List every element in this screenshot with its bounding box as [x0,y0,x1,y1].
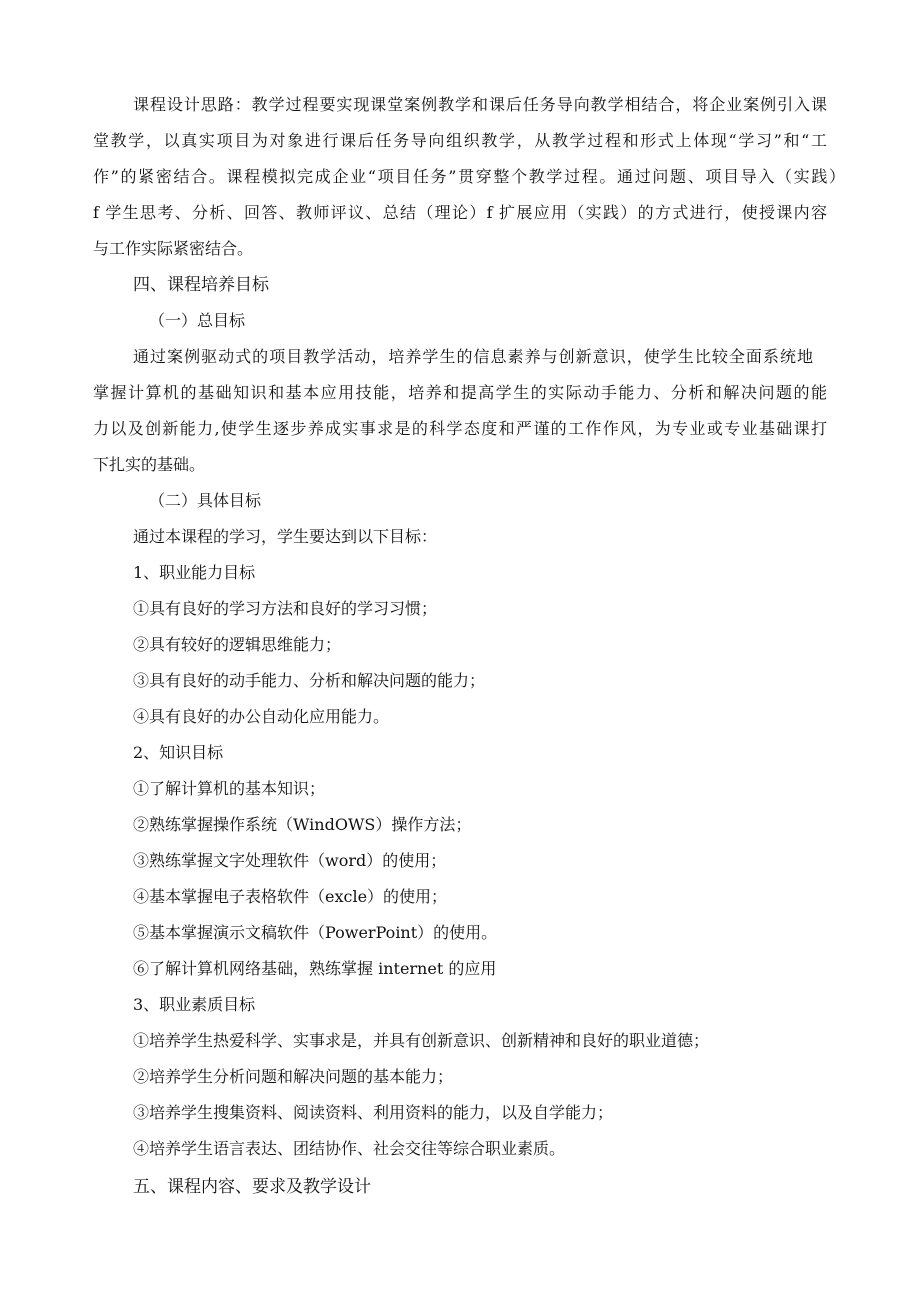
goal-3-item: ③培养学生搜集资料、阅读资料、利用资料的能力，以及自学能力； [133,1103,614,1122]
goal-2-item: ②熟练掌握操作系统（WindOWS）操作方法； [133,815,472,834]
overall-goal-line-4: 下扎实的基础。 [93,455,206,474]
goal-1-item: ②具有较好的逻辑思维能力； [133,635,342,654]
section-5-heading: 五、课程内容、要求及教学设计 [133,1177,371,1197]
goal-1-item: ③具有良好的动手能力、分析和解决问题的能力； [133,671,486,690]
goal-2-item: ③熟练掌握文字处理软件（word）的使用； [133,851,447,870]
goal-2-item: ⑥了解计算机网络基础，熟练掌握 internet 的应用 [133,959,497,978]
subsection-overall-goal-heading: （一）总目标 [149,311,246,330]
intro-line-3: 作”的紧密结合。课程模拟完成企业“项目任务”贯穿整个教学过程。通过问题、项目导入（实践） [93,167,845,186]
goal-2-item: ①了解计算机的基本知识； [133,779,326,798]
goal-1-item: ①具有良好的学习方法和良好的学习习惯； [133,599,438,618]
intro-line-1: 课程设计思路：教学过程要实现课堂案例教学和课后任务导向教学相结合，将企业案例引入课 [133,95,827,114]
goal-3-item: ②培养学生分析问题和解决问题的基本能力； [133,1067,454,1086]
section-4-heading: 四、课程培养目标 [133,275,269,295]
intro-line-4: f 学生思考、分析、回答、教师评议、总结（理论）f 扩展应用（实践）的方式进行，使授课内容 [93,203,827,222]
overall-goal-line-1: 通过案例驱动式的项目教学活动，培养学生的信息素养与创新意识，使学生比较全面系统地 [133,347,813,366]
goal-3-heading: 3、职业素质目标 [133,995,256,1014]
overall-goal-line-2: 掌握计算机的基础知识和基本应用技能，培养和提高学生的实际动手能力、分析和解决问题的能 [93,383,827,402]
goal-3-item: ①培养学生热爱科学、实事求是，并具有创新意识、创新精神和良好的职业道德； [133,1031,710,1050]
goal-2-heading: 2、知识目标 [133,743,224,762]
subsection-specific-goals-heading: （二）具体目标 [149,491,262,510]
goal-1-item: ④具有良好的办公自动化应用能力。 [133,707,390,726]
specific-goals-intro: 通过本课程的学习，学生要达到以下目标： [133,527,438,546]
goal-2-item: ⑤基本掌握演示文稿软件（PowerPoint）的使用。 [133,923,498,942]
intro-line-2: 堂教学，以真实项目为对象进行课后任务导向组织教学，从教学过程和形式上体现“学习”和“工 [93,131,827,150]
goal-2-item: ④基本掌握电子表格软件（excle）的使用； [133,887,448,906]
goal-1-heading: 1、职业能力目标 [133,563,256,582]
overall-goal-line-3: 力以及创新能力,使学生逐步养成实事求是的科学态度和严谨的工作作风，为专业或专业基础课打 [93,419,827,438]
goal-3-item: ④培养学生语言表达、团结协作、社会交往等综合职业素质。 [133,1139,566,1158]
intro-line-5: 与工作实际紧密结合。 [93,239,254,258]
